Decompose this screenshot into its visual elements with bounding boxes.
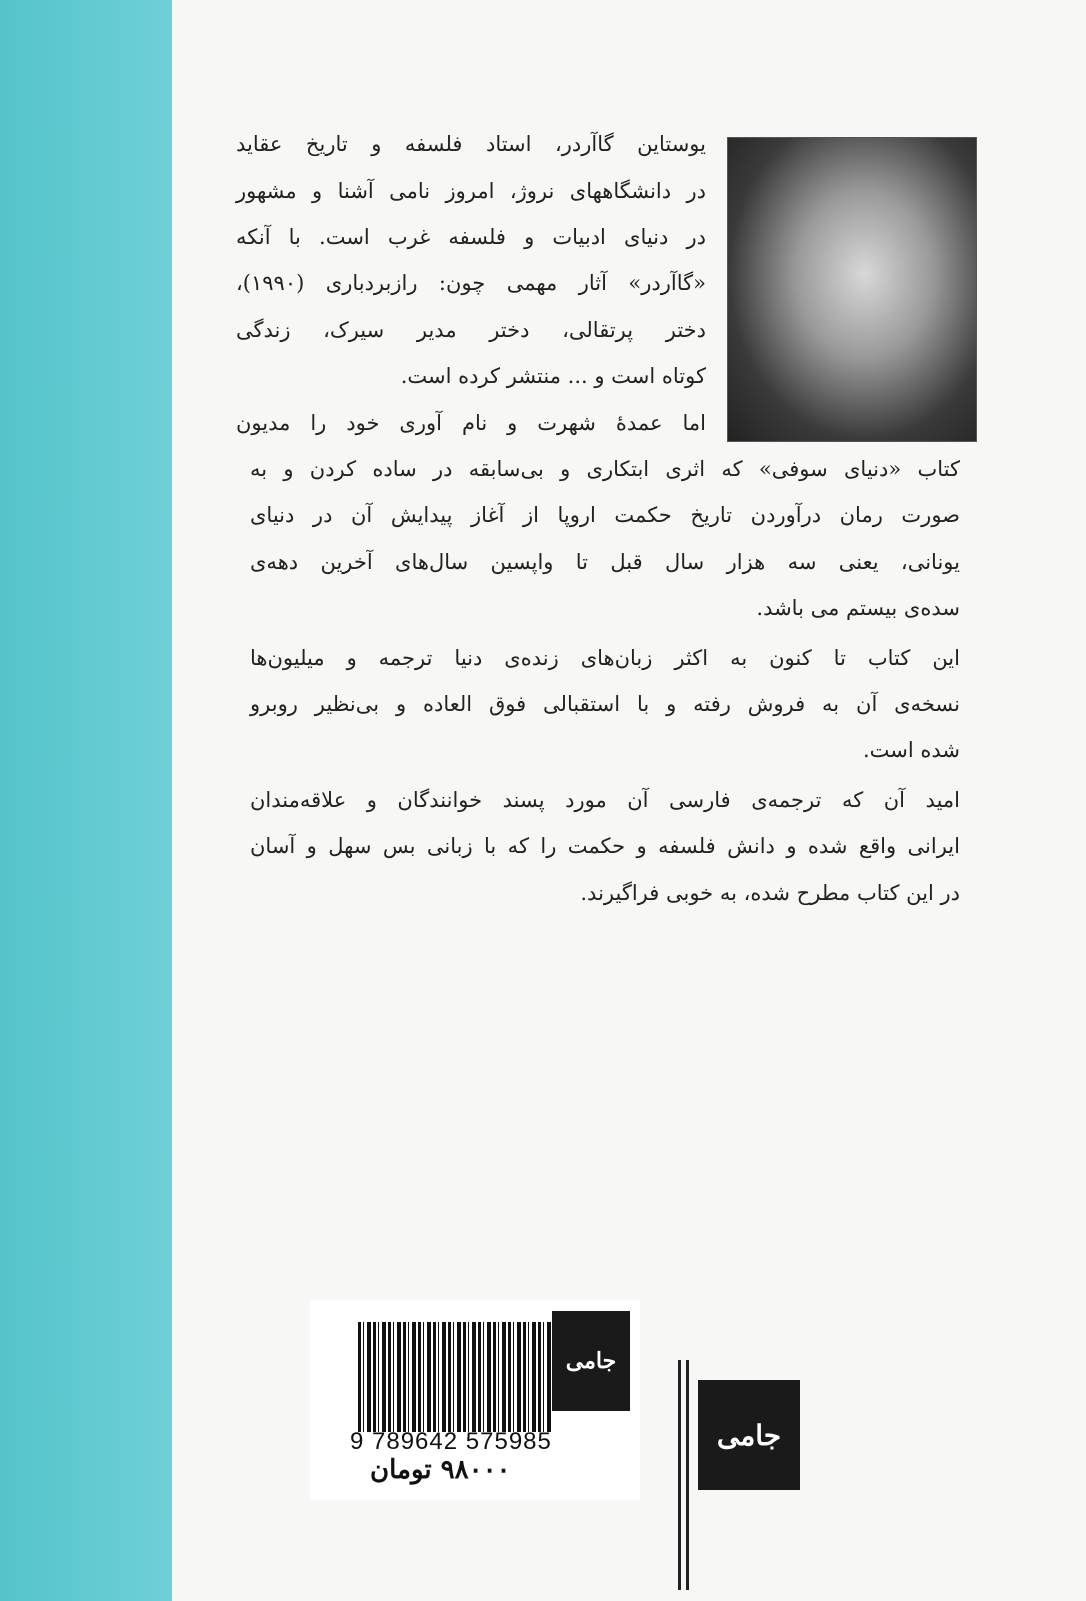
text-line: کوتاه است و ... منتشر کرده است.	[400, 364, 706, 388]
text-line: یونانی، یعنی سه هزار سال قبل تا واپسین سال‌های آخرین دهه‌ی	[250, 550, 960, 574]
text-line: در دنیای ادبیات و فلسفه غرب است. با آنکه	[236, 225, 706, 249]
publisher-logo-text: جامی	[716, 1418, 782, 1452]
text-line: صورت رمان درآوردن تاریخ حکمت اروپا از آغاز پیدایش آن در دنیای	[250, 503, 960, 527]
text-line: شده است.	[862, 738, 960, 762]
text-line: اما عمدهٔ شهرت و نام آوری خود را مدیون	[236, 411, 706, 435]
text-line: یوستاین گاآردر، استاد فلسفه و تاریخ عقاید	[236, 132, 706, 156]
text-line: در این کتاب مطرح شده، به خوبی فراگیرند.	[580, 881, 960, 905]
divider	[686, 1360, 689, 1590]
text-line: کتاب «دنیای سوفی» که اثری ابتکاری و بی‌سابقه در ساده کردن و به	[250, 457, 960, 481]
text-line: این کتاب تا کنون به اکثر زبان‌های زنده‌ی دنیا ترجمه و میلیون‌ها	[250, 646, 960, 670]
barcode	[358, 1322, 553, 1432]
text-line: نسخه‌ی آن به فروش رفته و با استقبالی فوق العاده و بی‌نظیر روبرو	[250, 692, 960, 716]
text-line: سده‌ی بیستم می باشد.	[756, 596, 960, 620]
isbn-number: 9 789642 575985	[350, 1428, 552, 1455]
publisher-logo	[552, 1311, 630, 1411]
publisher-logo-text: جامی	[565, 1348, 617, 1374]
price: ۹۸۰۰۰ تومان	[370, 1455, 511, 1485]
text-line: در دانشگاههای نروژ، امروز نامی آشنا و مشهور	[236, 179, 706, 203]
author-photo	[727, 137, 977, 442]
text-line: «گاآردر» آثار مهمی چون: رازبردباری (۱۹۹۰)،	[236, 271, 706, 295]
publisher-logo	[698, 1380, 800, 1490]
text-line: ایرانی واقع شده و دانش فلسفه و حکمت را که با زبانی بس سهل و آسان	[250, 834, 960, 858]
text-line: دختر پرتقالی، دختر مدیر سیرک، زندگی	[236, 318, 706, 342]
divider	[678, 1360, 681, 1590]
spine-color-band	[0, 0, 172, 1601]
text-line: امید آن که ترجمه‌ی فارسی آن مورد پسند خوانندگان و علاقه‌مندان	[250, 788, 960, 812]
